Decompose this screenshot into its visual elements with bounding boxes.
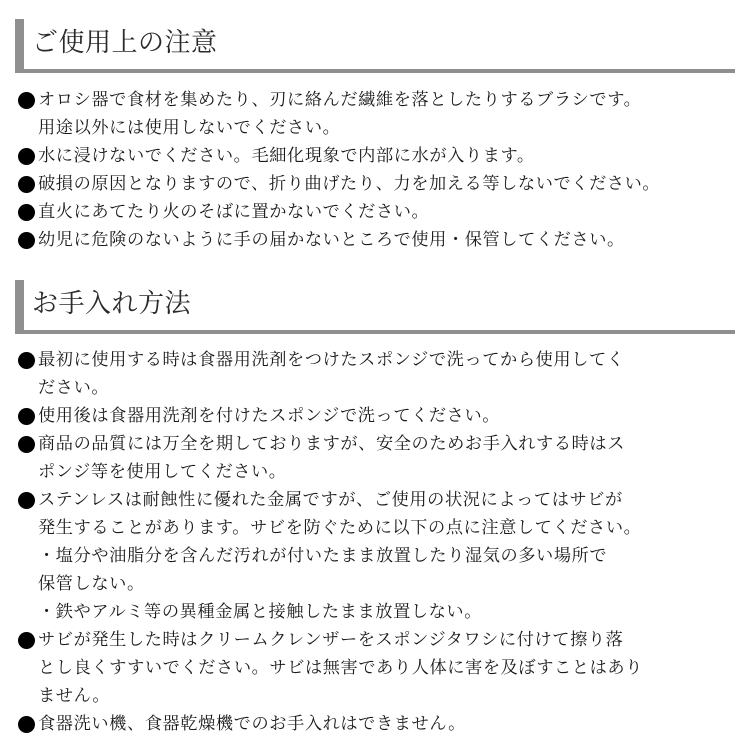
list-item — [18, 430, 743, 486]
list-item — [18, 710, 743, 738]
bullet-icon — [18, 204, 35, 221]
item-text: 食器洗い機、食器乾燥機でのお手入れはできません。 — [38, 714, 466, 734]
item-text: ださい。 — [38, 378, 110, 398]
heading-title: お手入れ方法 — [32, 289, 192, 319]
item-text: ません。 — [38, 686, 111, 706]
bullet-icon — [18, 352, 35, 369]
bullet-icon — [18, 632, 35, 649]
list-item — [18, 170, 743, 198]
section-heading-caution — [15, 19, 735, 73]
item-text: 用途以外には使用しないでください。 — [38, 118, 341, 138]
bullet-icon — [18, 232, 35, 249]
bullet-icon — [18, 436, 35, 453]
list-item — [18, 486, 743, 626]
list-item — [18, 402, 743, 430]
item-text: ポンジ等を使用してください。 — [38, 462, 287, 482]
bullet-icon — [18, 492, 35, 509]
item-text: 水に浸けないでください。毛細化現象で内部に水が入ります。 — [38, 146, 535, 166]
item-text: 最初に使用する時は食器用洗剤をつけたスポンジで洗ってから使用してく — [38, 350, 625, 370]
item-text: 使用後は食器用洗剤を付けたスポンジで洗ってください。 — [38, 406, 501, 426]
list-item — [18, 226, 743, 254]
item-text: とし良くすすいでください。サビは無害であり人体に害を及ぼすことはあり — [38, 658, 643, 678]
bullet-icon — [18, 92, 35, 109]
section-heading-care — [15, 280, 735, 334]
item-text: 幼児に危険のないように手の届かないところで使用・保管してください。 — [38, 230, 625, 250]
list-item — [18, 86, 743, 142]
caution-list — [18, 86, 743, 254]
list-item — [18, 198, 743, 226]
bullet-icon — [18, 716, 35, 733]
item-text: オロシ器で食材を集めたり、刃に絡んだ繊維を落としたりするブラシです。 — [38, 90, 642, 110]
list-item — [18, 142, 743, 170]
bullet-icon — [18, 408, 35, 425]
heading-title: ご使用上の注意 — [32, 28, 218, 58]
care-list — [18, 346, 743, 738]
bullet-icon — [18, 176, 35, 193]
list-item — [18, 346, 743, 402]
item-text: ステンレスは耐蝕性に優れた金属ですが、ご使用の状況によってはサビが — [38, 490, 623, 510]
list-item — [18, 626, 743, 710]
item-text: 発生することがあります。サビを防ぐために以下の点に注意してください。 — [38, 518, 642, 538]
sub-note-text: 保管しない。 — [38, 574, 145, 594]
sub-note-text: ・塩分や油脂分を含んだ汚れが付いたまま放置したり湿気の多い場所で — [38, 546, 608, 566]
item-text: 商品の品質には万全を期しておりますが、安全のためお手入れする時はス — [38, 434, 625, 454]
item-text: サビが発生した時はクリームクレンザーをスポンジタワシに付けて擦り落 — [38, 630, 624, 650]
bullet-icon — [18, 148, 35, 165]
item-text: 直火にあてたり火のそばに置かないでください。 — [38, 202, 430, 222]
sub-note-text: ・鉄やアルミ等の異種金属と接触したまま放置しない。 — [38, 602, 483, 622]
item-text: 破損の原因となりますので、折り曲げたり、力を加える等しないでください。 — [38, 174, 661, 194]
